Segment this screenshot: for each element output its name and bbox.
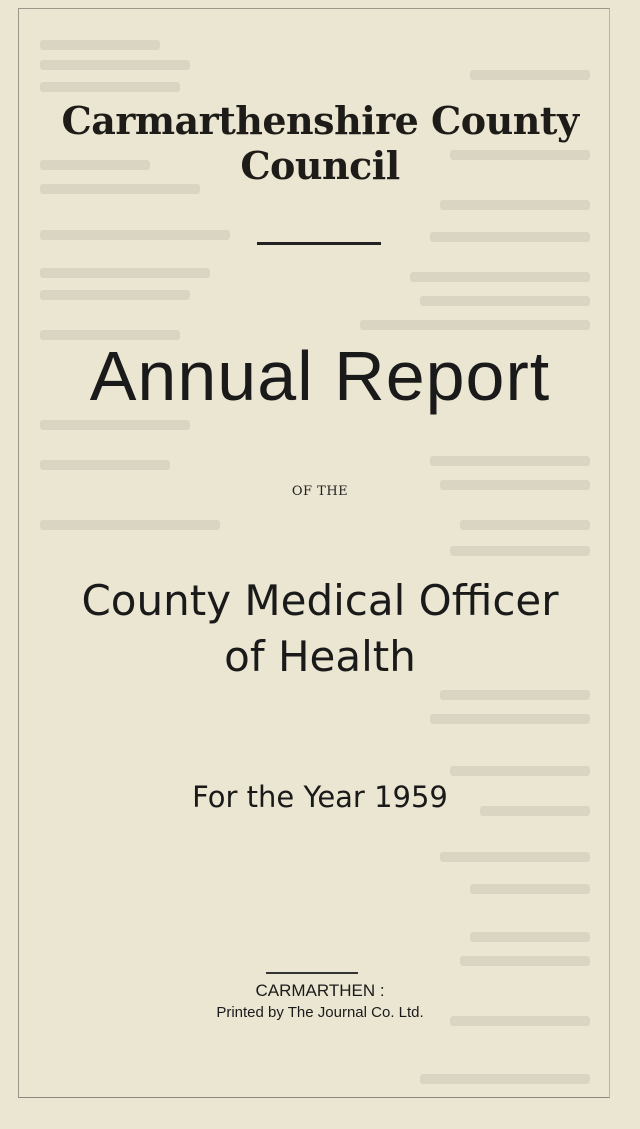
council-name: Carmarthenshire County Council bbox=[61, 98, 579, 188]
report-title: Annual Report bbox=[89, 337, 551, 415]
printer-imprint: Printed by The Journal Co. Ltd. bbox=[216, 1004, 424, 1021]
officer-title-line1: County Medical Officer bbox=[81, 576, 559, 625]
of-the-label: OF THE bbox=[291, 484, 349, 499]
top-divider-rule bbox=[257, 242, 381, 245]
bottom-divider-rule bbox=[266, 972, 358, 974]
report-year: For the Year 1959 bbox=[192, 780, 448, 814]
officer-title-line2: of Health bbox=[224, 632, 416, 681]
place-of-publication: CARMARTHEN : bbox=[255, 981, 385, 1000]
